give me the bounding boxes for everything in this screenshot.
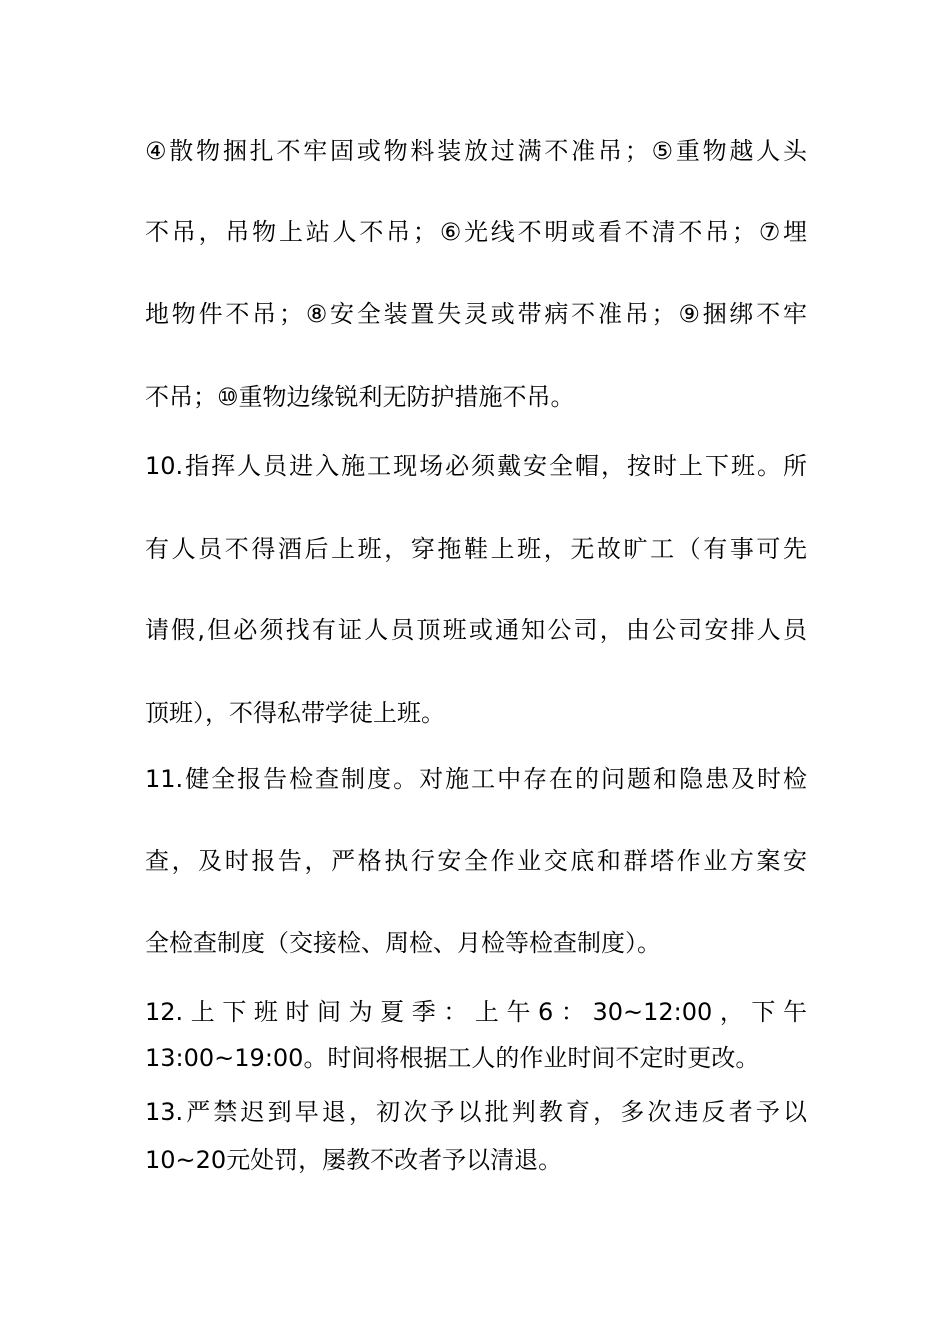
- text-line-6: 有人员不得酒后上班，穿拖鞋上班，无故旷工（有事可先: [145, 535, 807, 563]
- text-line-3: 地物件不吊；⑧安全装置失灵或带病不准吊；⑨捆绑不牢: [145, 300, 807, 328]
- text-line-1: ④散物捆扎不牢固或物料装放过满不准吊；⑤重物越人头: [145, 137, 807, 165]
- text-line-9: 11.健全报告检查制度。对施工中存在的问题和隐患及时检: [145, 765, 807, 793]
- text-line-10: 查，及时报告，严格执行安全作业交底和群塔作业方案安: [145, 847, 807, 875]
- text-line-7: 请假,但必须找有证人员顶班或通知公司，由公司安排人员: [145, 616, 807, 644]
- text-line-12: 12.上下班时间为夏季：上午6：30~12:00，下午: [145, 998, 807, 1026]
- text-line-15: 10~20元处罚，屡教不改者予以清退。: [145, 1146, 563, 1174]
- text-line-4: 不吊；⑩重物边缘锐利无防护措施不吊。: [145, 383, 575, 411]
- text-line-13: 13:00~19:00。时间将根据工人的作业时间不定时更改。: [145, 1044, 760, 1072]
- text-line-14: 13.严禁迟到早退，初次予以批判教育，多次违反者予以: [145, 1098, 807, 1126]
- text-line-8: 顶班），不得私带学徒上班。: [145, 699, 445, 727]
- text-line-2: 不吊，吊物上站人不吊；⑥光线不明或看不清不吊；⑦埋: [145, 218, 807, 246]
- text-line-5: 10.指挥人员进入施工现场必须戴安全帽，按时上下班。所: [145, 452, 807, 480]
- text-line-11: 全检查制度（交接检、周检、月检等检查制度）。: [145, 929, 661, 957]
